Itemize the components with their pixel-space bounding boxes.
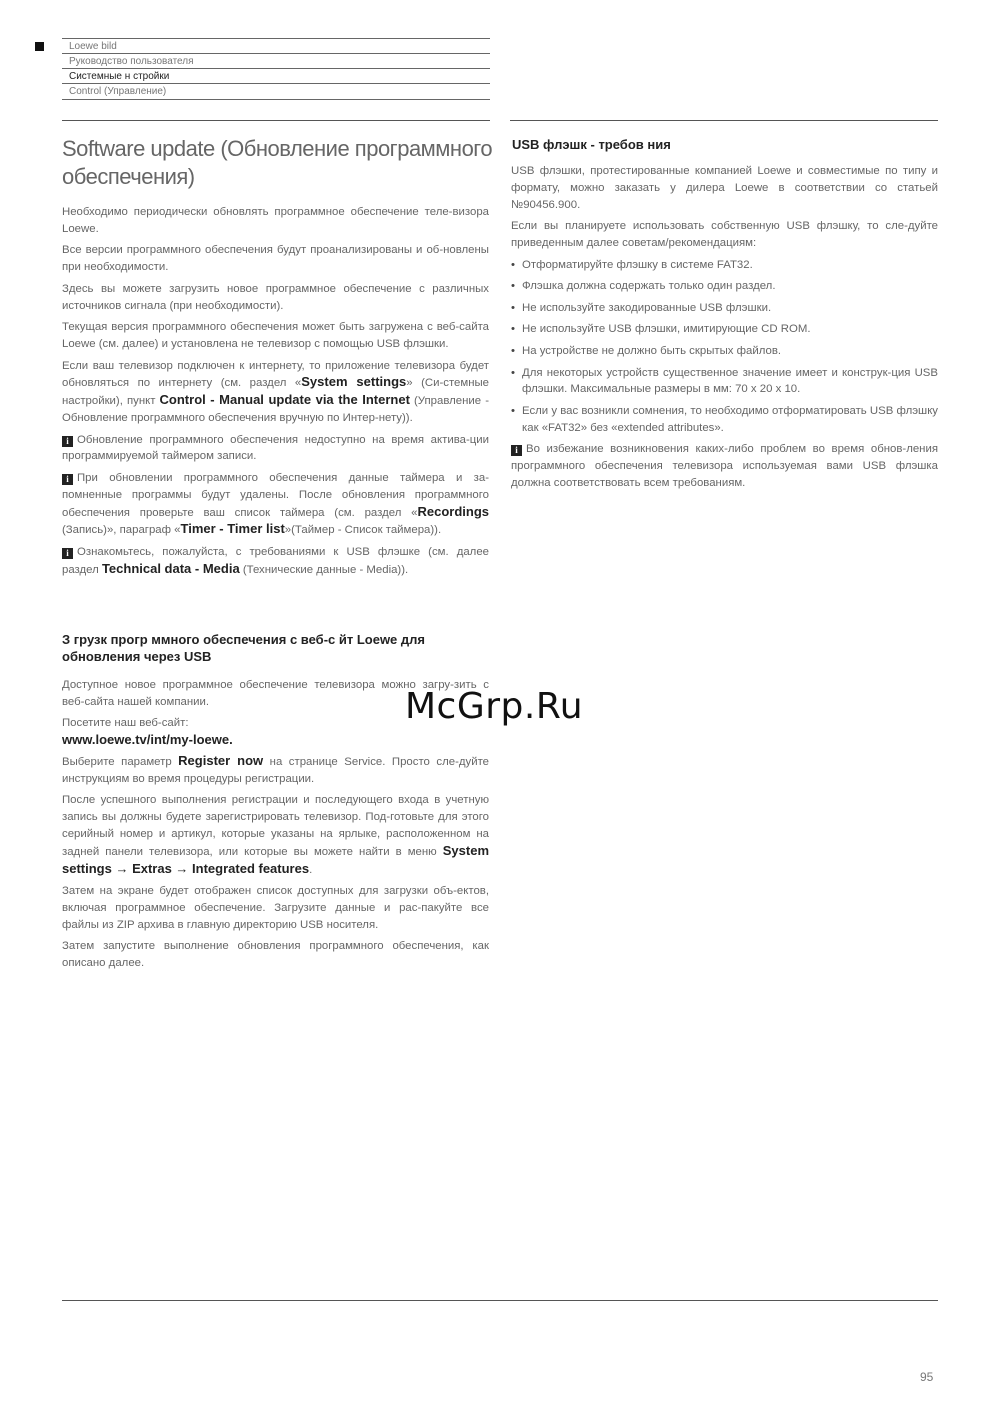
paragraph: Затем на экране будет отображен список доступных для загрузки объ-ектов, включая программное обеспечение. Загрузите данные и рас-пакуйте все файлы из ZIP архива в главную директорию USB носителя. xyxy=(62,885,489,931)
paragraph: Здесь вы можете загрузить новое программное обеспечение с различных источников сигнала (при необходимости). xyxy=(62,282,489,312)
paragraph: USB флэшки, протестированные компанией Loewe и совместимые по типу и формату, можно заказать у дилера Loewe в соответствии со статьей №90456.900. xyxy=(511,165,938,211)
info-icon: i xyxy=(511,445,522,456)
paragraph: После успешного выполнения регистрации и последующего входа в учетную запись вы должны будете зарегистрировать телевизор. Под-готовьте для этого серийный номер и артикул, которые указаны на ярлыке, расположенном на задней панели телевизора, или которые вы можете найти в меню System settings → Extras → Integrated features. xyxy=(62,794,489,876)
watermark-text: McGrp.Ru xyxy=(405,686,584,727)
breadcrumb-line-1: Loewe bild xyxy=(69,41,117,52)
header-rule xyxy=(62,83,490,84)
page-number: 95 xyxy=(920,1370,934,1384)
list-item: • Для некоторых устройств существенное значение имеет и конструк-ция USB флэшки. Максимальные размеры в мм: 70 x 20 x 10. xyxy=(511,365,938,399)
top-rule-right xyxy=(510,120,938,121)
info-icon: i xyxy=(62,436,73,447)
paragraph: Текущая версия программного обеспечения может быть загружена с веб-сайта Loewe (см. далее) и установлена не телевизор с помощью USB флэшки. xyxy=(62,321,489,350)
header-rule xyxy=(62,53,490,54)
header-rule xyxy=(62,68,490,69)
info-icon: i xyxy=(62,474,73,485)
list-item: • Отформатируйте флэшку в системе FAT32. xyxy=(511,257,938,274)
requirements-list xyxy=(511,257,938,437)
list-item: • Не используйте USB флэшки, имитирующие CD ROM. xyxy=(511,321,938,338)
section-heading-download: З грузк прогр ммного обеспечения с веб-с йт Loewe для обновления через USB xyxy=(62,632,425,664)
breadcrumb-line-2: Руководство пользователя xyxy=(69,56,194,67)
paragraph: Все версии программного обеспечения будут проанализированы и об-новлены при необходимости. xyxy=(62,244,489,274)
header-rule xyxy=(62,99,490,100)
website-url: www.loewe.tv/int/my-loewe. xyxy=(62,732,233,748)
right-column xyxy=(511,163,938,497)
paragraph: Необходимо периодически обновлять программное обеспечение теле-визора Loewe. xyxy=(62,206,489,235)
bottom-rule xyxy=(62,1300,938,1301)
info-note: i Обновление программного обеспечения недоступно на время актива-ции программируемой таймером записи. xyxy=(62,433,489,463)
info-note: i Ознакомьтесь, пожалуйста, с требованиями к USB флэшке (см. далее раздел Technical data - Media (Технические данные - Media)). xyxy=(62,545,489,576)
breadcrumb-line-4: Control (Управление) xyxy=(69,86,167,97)
paragraph: Выберите параметр Register now на странице Service. Просто сле-дуйте инструкциям во время процедуры регистрации. xyxy=(62,752,489,785)
breadcrumb-line-3: Системные н стройки xyxy=(69,71,170,82)
info-icon: i xyxy=(62,548,73,559)
paragraph: Если ваш телевизор подключен к интернету, то приложение телевизора будет обновляться по интернету (см. раздел «System settings» (Си-стемные настройки), пункт Control - Manual update via the Internet (Управление - Обновление программного обеспечения вручную по Интер-нету)). xyxy=(62,359,490,424)
paragraph: Посетите наш веб-сайт: xyxy=(62,717,189,730)
section-heading-usb: USB флэшк - требов ния xyxy=(512,137,671,152)
page-title: Software update (Обновление программного обеспечения) xyxy=(62,136,493,189)
top-rule-left xyxy=(62,120,490,121)
header-rule xyxy=(62,38,490,39)
info-note: i Во избежание возникновения каких-либо проблем во время обнов-ления программного обеспечения телевизора используемая вами USB флэшка должна соответствовать всем требованиям. xyxy=(511,443,938,489)
list-item: • Если у вас возникли сомнения, то необходимо отформатировать USB флэшку как «FAT32» без «extended attributes». xyxy=(511,403,938,437)
info-note: i При обновлении программного обеспечения данные таймера и за-помненные программы будут удалены. После обновления программного обеспечения проверьте ваш список таймера (см. раздел «Recordings (Запись)», параграф «Timer - Timer list»(Таймер - Список таймера)). xyxy=(62,471,489,537)
paragraph: Затем запустите выполнение обновления программного обеспечения, как описано далее. xyxy=(62,940,489,970)
paragraph: Доступное новое программное обеспечение телевизора можно загру-зить с веб-сайта нашей компании. xyxy=(62,679,489,708)
list-item: • На устройстве не должно быть скрытых файлов. xyxy=(511,343,938,360)
list-item: • Не используйте закодированные USB флэшки. xyxy=(511,300,938,317)
list-item: • Флэшка должна содержать только один раздел. xyxy=(511,278,938,295)
paragraph: Если вы планируете использовать собственную USB флэшку, то сле-дуйте приведенным далее советам/рекомендациям: xyxy=(511,220,938,249)
header-marker-square xyxy=(35,42,44,51)
left-column-intro xyxy=(62,204,489,583)
